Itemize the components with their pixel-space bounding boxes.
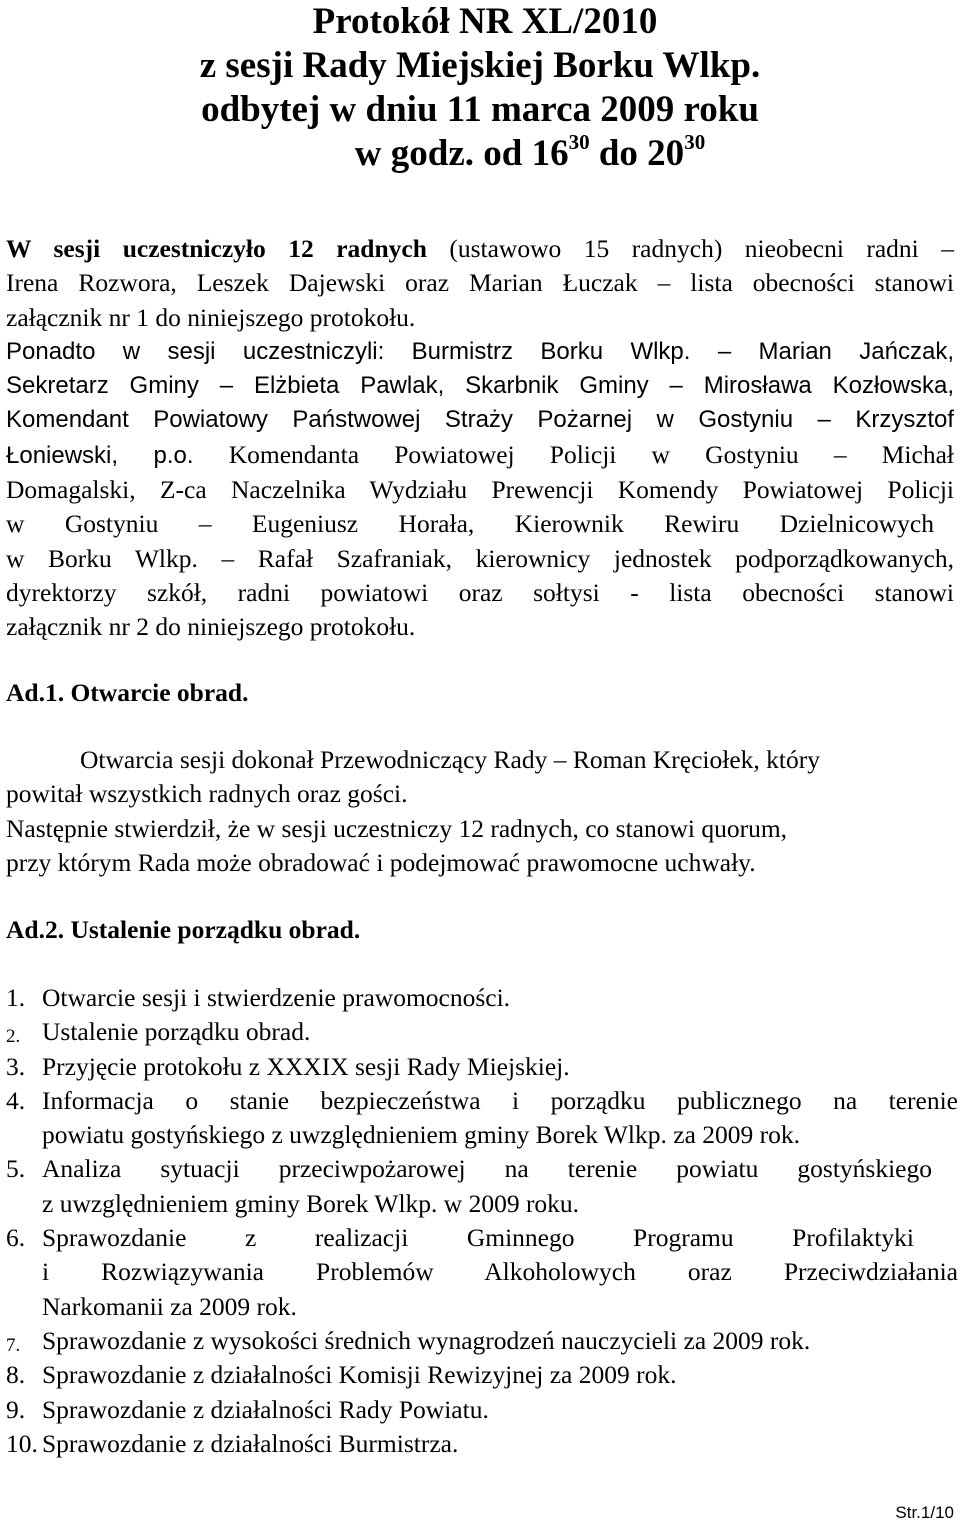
section-1-line-4: przy którym Rada może obradować i podejmować prawomocne uchwały.	[6, 847, 756, 877]
attendance-line-5: Sekretarz Gminy – Elżbieta Pawlak, Skarbnik Gminy – Mirosława Kozłowska,	[6, 372, 954, 400]
page-number: Str.1/10	[895, 1503, 954, 1522]
agenda-item-10	[6, 1427, 958, 1461]
agenda-text-cont: z uwzględnieniem gminy Borek Wlkp. w 2009 roku.	[42, 1188, 580, 1218]
agenda-item-2	[6, 1015, 958, 1049]
agenda-item-1	[6, 981, 958, 1015]
title-line-4	[0, 132, 960, 176]
attendance-line-9: w Gostyniu – Eugeniusz Horała, Kierownik Rewiru Dzielnicowych	[6, 509, 934, 539]
title-line-2: z sesji Rady Miejskiej Borku Wlkp.	[199, 45, 761, 86]
agenda-text-cont: i Rozwiązywania Problemów Alkoholowych oraz Przeciwdziałania	[42, 1257, 958, 1287]
agenda-number: 4.	[6, 1085, 26, 1115]
attendance-line-7-serif: Komendanta Powiatowej Policji w Gostyniu – Michał	[193, 439, 954, 469]
agenda-item-6	[6, 1221, 958, 1324]
title-line-3: odbytej w dniu 11 marca 2009 roku	[201, 89, 759, 130]
agenda-number: 8.	[6, 1360, 26, 1390]
attendance-line-7-sans: Łoniewski, p.o.	[6, 441, 194, 469]
attendance-line-10: w Borku Wlkp. – Rafał Szafraniak, kierownicy jednostek podporządkowanych,	[6, 543, 954, 573]
agenda-text: Sprawozdanie z realizacji Gminnego Programu Profilaktyki	[42, 1223, 914, 1253]
title-line-1: Protokół NR XL/2010	[312, 1, 658, 42]
document-title	[0, 0, 960, 176]
agenda-number: 2.	[6, 1026, 21, 1048]
agenda-text: Ustalenie porządku obrad.	[42, 1017, 311, 1047]
section-2-heading: Ad.2. Ustalenie porządku obrad.	[6, 915, 361, 944]
attendance-line-1	[6, 232, 954, 266]
agenda-text: Sprawozdanie z działalności Rady Powiatu.	[42, 1394, 489, 1424]
agenda-number: 5.	[6, 1154, 26, 1184]
attendance-line-3: załącznik nr 1 do niniejszego protokołu.	[6, 302, 416, 332]
agenda-text: Otwarcie sesji i stwierdzenie prawomocności.	[42, 983, 511, 1012]
title-time-to: do 20	[589, 133, 685, 174]
agenda-item-9	[6, 1393, 958, 1427]
agenda-text: Sprawozdanie z wysokości średnich wynagrodzeń nauczycieli za 2009 rok.	[42, 1325, 811, 1355]
agenda-number: 7.	[6, 1334, 21, 1356]
agenda-item-5	[6, 1152, 958, 1221]
attendance-line-6: Komendant Powiatowy Państwowej Straży Pożarnej w Gostyniu – Krzysztof	[6, 406, 954, 434]
agenda-item-4	[6, 1084, 958, 1153]
agenda-number: 10.	[6, 1428, 38, 1458]
section-1-paragraph	[6, 743, 954, 880]
agenda-number: 3.	[6, 1051, 26, 1081]
agenda-text: Sprawozdanie z działalności Burmistrza.	[42, 1428, 459, 1458]
agenda-item-7	[6, 1324, 958, 1358]
agenda-number: 1.	[6, 983, 26, 1012]
attendance-line-4: Ponadto w sesji uczestniczyli: Burmistrz Borku Wlkp. – Marian Jańczak,	[6, 337, 954, 365]
section-1-line-2: powitał wszystkich radnych oraz gości.	[6, 779, 408, 809]
attendance-paragraph	[6, 232, 954, 645]
title-time-to-minutes: 30	[684, 130, 706, 154]
section-1-line-3: Następnie stwierdził, że w sesji uczestniczy 12 radnych, co stanowi quorum,	[6, 813, 788, 843]
attendance-line-8: Domagalski, Z-ca Naczelnika Wydziału Prewencji Komendy Powiatowej Policji	[6, 475, 954, 505]
agenda-item-8	[6, 1358, 958, 1392]
attendance-line-12: załącznik nr 2 do niniejszego protokołu.	[6, 612, 416, 642]
agenda-list	[6, 981, 958, 1461]
attendance-line-7	[6, 438, 954, 473]
agenda-text: Przyjęcie protokołu z XXXIX sesji Rady Miejskiej.	[42, 1051, 570, 1081]
agenda-text: Sprawozdanie z działalności Komisji Rewizyjnej za 2009 rok.	[42, 1360, 677, 1390]
agenda-number: 6.	[6, 1223, 26, 1253]
section-1-line-1: Otwarcia sesji dokonał Przewodniczący Rady – Roman Kręciołek, który	[80, 745, 820, 774]
title-time-from-minutes: 30	[568, 130, 590, 154]
agenda-item-3	[6, 1050, 958, 1084]
section-1-heading: Ad.1. Otwarcie obrad.	[6, 678, 249, 707]
agenda-text-cont: Narkomanii za 2009 rok.	[42, 1291, 297, 1321]
agenda-text-cont: powiatu gostyńskiego z uwzględnieniem gminy Borek Wlkp. za 2009 rok.	[42, 1120, 801, 1150]
agenda-text: Informacja o stanie bezpieczeństwa i porządku publicznego na terenie	[42, 1085, 958, 1115]
attendance-line-2: Irena Rozwora, Leszek Dajewski oraz Marian Łuczak – lista obecności stanowi	[6, 268, 954, 298]
title-time-from: w godz. od 16	[354, 133, 569, 174]
agenda-number: 9.	[6, 1394, 26, 1424]
agenda-text: Analiza sytuacji przeciwpożarowej na terenie powiatu gostyńskiego	[42, 1154, 932, 1184]
attendance-lead-rest: (ustawowo 15 radnych) nieobecni radni –	[426, 234, 954, 263]
attendance-lead: W sesji uczestniczyło 12 radnych	[6, 234, 427, 263]
attendance-line-11: dyrektorzy szkół, radni powiatowi oraz sołtysi - lista obecności stanowi	[6, 577, 954, 607]
